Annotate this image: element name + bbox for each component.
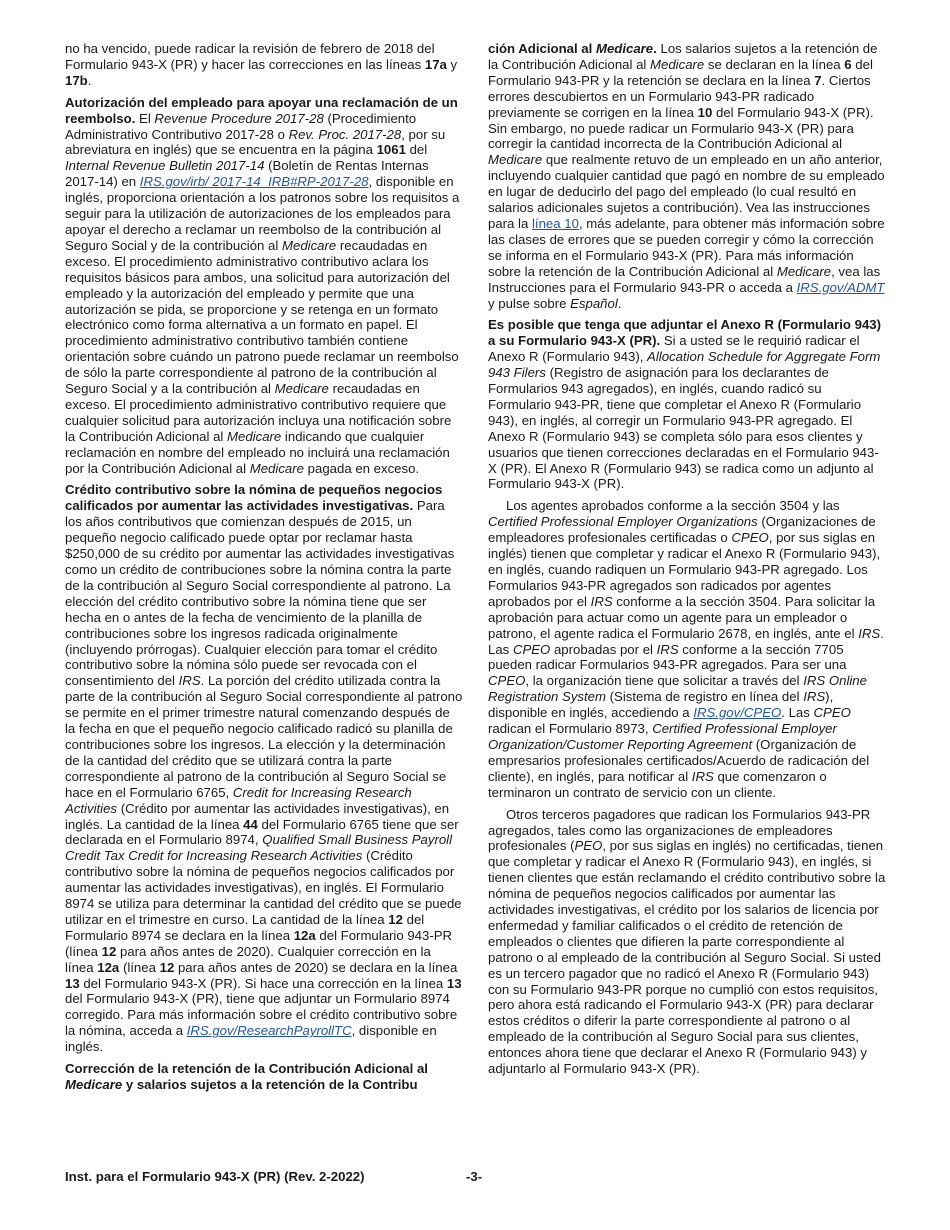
link[interactable]: IRS.gov/irb/ 2017-14_IRB#RP-2017-28 [139, 174, 369, 190]
section-rp-2017-28: Autorización del empleado para apoyar una reclamación de un reembolso. El Revenue Procedure 2017-28 (Procedimiento Administrativo Contributivo 2017-28 o Rev. Proc. 2017-28, por su abreviatura en inglés) que se encuentra en la página 1061 del Internal Revenue Bulletin 2017-14 (Boletín de Rentas Internas 2017-14) en IRS.gov/irb/ 2017-14_IRB#RP-2017-28, disponible en inglés, proporciona orientación a los patronos sobre los requisitos a seguir para la utilización de autorizaciones de los empleados para apoyar el derecho a reclamar un reembolso de la contribución al Seguro Social y de la contribución al Medicare recaudadas en exceso. El procedimiento administrativo contributivo aclara los requisitos básicos para ambos, una solicitud para autorización del empleado y la autorización del empleado y permite que una autorización se pida, se proporcione y se retenga en un formato electrónico como forma alternativa a un formato en papel. El procedimiento administrativo contributivo también contiene orientación sobre cuándo un patrono puede reclamar un reembolso de sólo la parte correspondiente al patrono de la contribución al Seguro Social y a la contribución al Medicare recaudadas en exceso. El procedimiento administrativo contributivo requiere que cualquier solicitud para autorización incluya una notificación sobre la Contribución Adicional al Medicare indicando que cualquier reclamación en nombre del empleado no incluirá una reclamación por la Contribución Adicional al Medicare pagada en exceso. [65, 94, 460, 476]
link[interactable]: IRS.gov/ResearchPayrollTC [186, 1023, 352, 1039]
footer-title: Inst. para el Formulario 943-X (PR) (Rev. 2-2022) [65, 1169, 365, 1184]
link[interactable]: IRS.gov/CPEO [693, 705, 782, 721]
section-research-payroll-credit: Crédito contributivo sobre la nómina de pequeños negocios calificados por aumentar las actividades investigativas. Para los años contributivos que comienzan después de 2015, un pequeño negocio calificado puede optar por reclamar hasta $250,000 de su crédito por aumentar las actividades investigativas como un crédito de contribuciones sobre la nómina contra la parte de la contribución al Seguro Social correspondiente al patrono. La elección del crédito contributivo sobre la nómina tiene que ser hecha en o antes de la fecha de vencimiento de la planilla de contribuciones sobre los ingresos radicada originalmente (incluyendo prórrogas). Cualquier elección para tomar el crédito contributivo sobre la nómina sólo puede ser revocada con el consentimiento del IRS. La porción del crédito utilizada contra la parte de la contribución al Seguro Social correspondiente al patrono se permite en el primer trimestre natural comenzando después de la fecha en que el pequeño negocio calificado radicó su planilla de contribuciones sobre los ingresos. La elección y la determinación de la cantidad del crédito que se utilizará contra la parte correspondiente al patrono de la contribución al Seguro Social se hace en el Formulario 6765, Credit for Increasing Research Activities (Crédito por aumentar las actividades investigativas), en inglés. La cantidad de la línea 44 del Formulario 6765 tiene que ser declarada en el Formulario 8974, Qualified Small Business Payroll Credit Tax Credit for Increasing Research Activities (Crédito contributivo sobre la nómina de pequeños negocios calificados por aumentar las actividades investigativas), en inglés. El Formulario 8974 se utiliza para determinar la cantidad del crédito que se puede utilizar en el trimestre en curso. La cantidad de la línea 12 del Formulario 8974 se declara en la línea 12a del Formulario 943-PR (línea 12 para años antes de 2020). Cualquier corrección en la línea 12a (línea 12 para años antes de 2020) se declara en la línea 13 del Formulario 943-X (PR). Si hace una corrección en la línea 13 del Formulario 943-X (PR), tiene que adjuntar un Formulario 8974 corregido. Para más información sobre el crédito contributivo sobre la nómina, acceda a IRS.gov/ResearchPayrollTC, disponible en inglés. [65, 482, 463, 1055]
right-column [488, 41, 886, 1083]
section-additional-medicare: ción Adicional al Medicare. Los salarios sujetos a la retención de la Contribución Adicional al Medicare se declaran en la línea 6 del Formulario 943-PR y la retención se declara en la línea 7. Ciertos errores descubiertos en un Formulario 943-PR radicado previamente se corrigen en la línea 10 del Formulario 943-X (PR). Sin embargo, no puede radicar un Formulario 943-X (PR) para corregir la cantidad incorrecta de la Contribución Adicional al Medicare que realmente retuvo de un empleado en un año anterior, incluyendo cualquier cantidad que pagó en nombre de su empleado en lugar de deducirlo del pago del empleado (lo cual resultó en salarios adicionales sujetos a contribución). Vea las instrucciones para la línea 10, más adelante, para obtener más información sobre las clases de errores que se pueden corregir y cómo la corrección se informa en el Formulario 943-X (PR). Para más información sobre la retención de la Contribución Adicional al Medicare, vea las Instrucciones para el Formulario 943-PR o acceda a IRS.gov/ADMT y pulse sobre Español. [488, 41, 885, 311]
page-number: -3- [466, 1169, 483, 1184]
paragraph: no ha vencido, puede radicar la revisión de febrero de 2018 del Formulario 943-X (PR) y hacer las correcciones en las líneas 17a y 17b. [65, 41, 458, 88]
page-footer [65, 1169, 886, 1184]
link[interactable]: IRS.gov/ADMT [796, 279, 885, 295]
left-column [65, 41, 463, 1099]
paragraph-third-party-payers: Otros terceros pagadores que radican los Formularios 943-PR agregados, tales como las organizaciones de empleadores profesionales (PEO, por sus siglas en inglés) no certificadas, tienen que completar y radicar el Anexo R (Formulario 943), en inglés, si tienen clientes que están reclamando el crédito contributivo sobre la nómina de pequeños negocios calificados por aumentar las actividades investigativas, el crédito por los salarios de licencia por enfermedad y familiar calificados o el crédito de retención de empleados o clientes que difieren la parte correspondiente al patrono o al empleado de la contribución al Seguro Social. Si usted es un tercero pagador que no radicó el Anexo R (Formulario 943) con su Formulario 943-PR porque no cumplió con estos requisitos, pero ahora está radicando el Formulario 943-X (PR) para declarar estos créditos o diferir la parte correspondiente al patrono o al empleado de la contribución al Seguro Social para sus clientes, entonces ahora tiene que declarar el Anexo R (Formulario 943) y adjuntarlo al Formulario 943-X (PR). [488, 806, 886, 1077]
section-schedule-r: Es posible que tenga que adjuntar el Anexo R (Formulario 943) a su Formulario 943-X (PR). Si a usted se le requirió radicar el Anexo R (Formulario 943), Allocation Schedule for Aggregate Form 943 Filers (Registro de asignación para los declarantes de Formularios 943 agregados), en inglés, cuando radicó su Formulario 943-PR, tiene que completar el Anexo R (Formulario 943), en inglés, al corregir un Formulario 943-PR agregado. El Anexo R (Formulario 943) se completa sólo para esos clientes y usuarios que tienen correcciones declaradas en el Formulario 943-X (PR). El Anexo R (Formulario 943) se radica como un adjunto al Formulario 943-X (PR). [488, 317, 882, 492]
link[interactable]: línea 10 [532, 215, 579, 231]
section-medicare-heading: Corrección de la retención de la Contribución Adicional al Medicare y salarios sujetos a la retención de la Contribu [65, 1061, 428, 1092]
paragraph-agents-cpeo: Los agentes aprobados conforme a la sección 3504 y las Certified Professional Employer Organizations (Organizaciones de empleadores profesionales certificadas o CPEO, por sus siglas en inglés) tienen que completar y radicar el Anexo R (Formulario 943), en inglés, cuando radiquen un Formulario 943-PR agregado. Los Formularios 943-PR agregados son radicados por agentes aprobados por el IRS conforme a la sección 3504. Para solicitar la aprobación para actuar como un agente para un empleador o patrono, el agente radica el Formulario 2678, en inglés, ante el IRS. Las CPEO aprobadas por el IRS conforme a la sección 7705 pueden radicar Formularios 943-PR agregados. Para ser una CPEO, la organización tiene que solicitar a través del IRS Online Registration System (Sistema de registro en línea del IRS), disponible en inglés, accediendo a IRS.gov/CPEO. Las CPEO radican el Formulario 8973, Certified Professional Employer Organization/Customer Reporting Agreement (Organización de empresarios profesionales certificados/Acuerdo de radicación del cliente), en inglés, para notificar al IRS que comenzaron o terminaron un contrato de servicio con un cliente. [488, 498, 884, 800]
